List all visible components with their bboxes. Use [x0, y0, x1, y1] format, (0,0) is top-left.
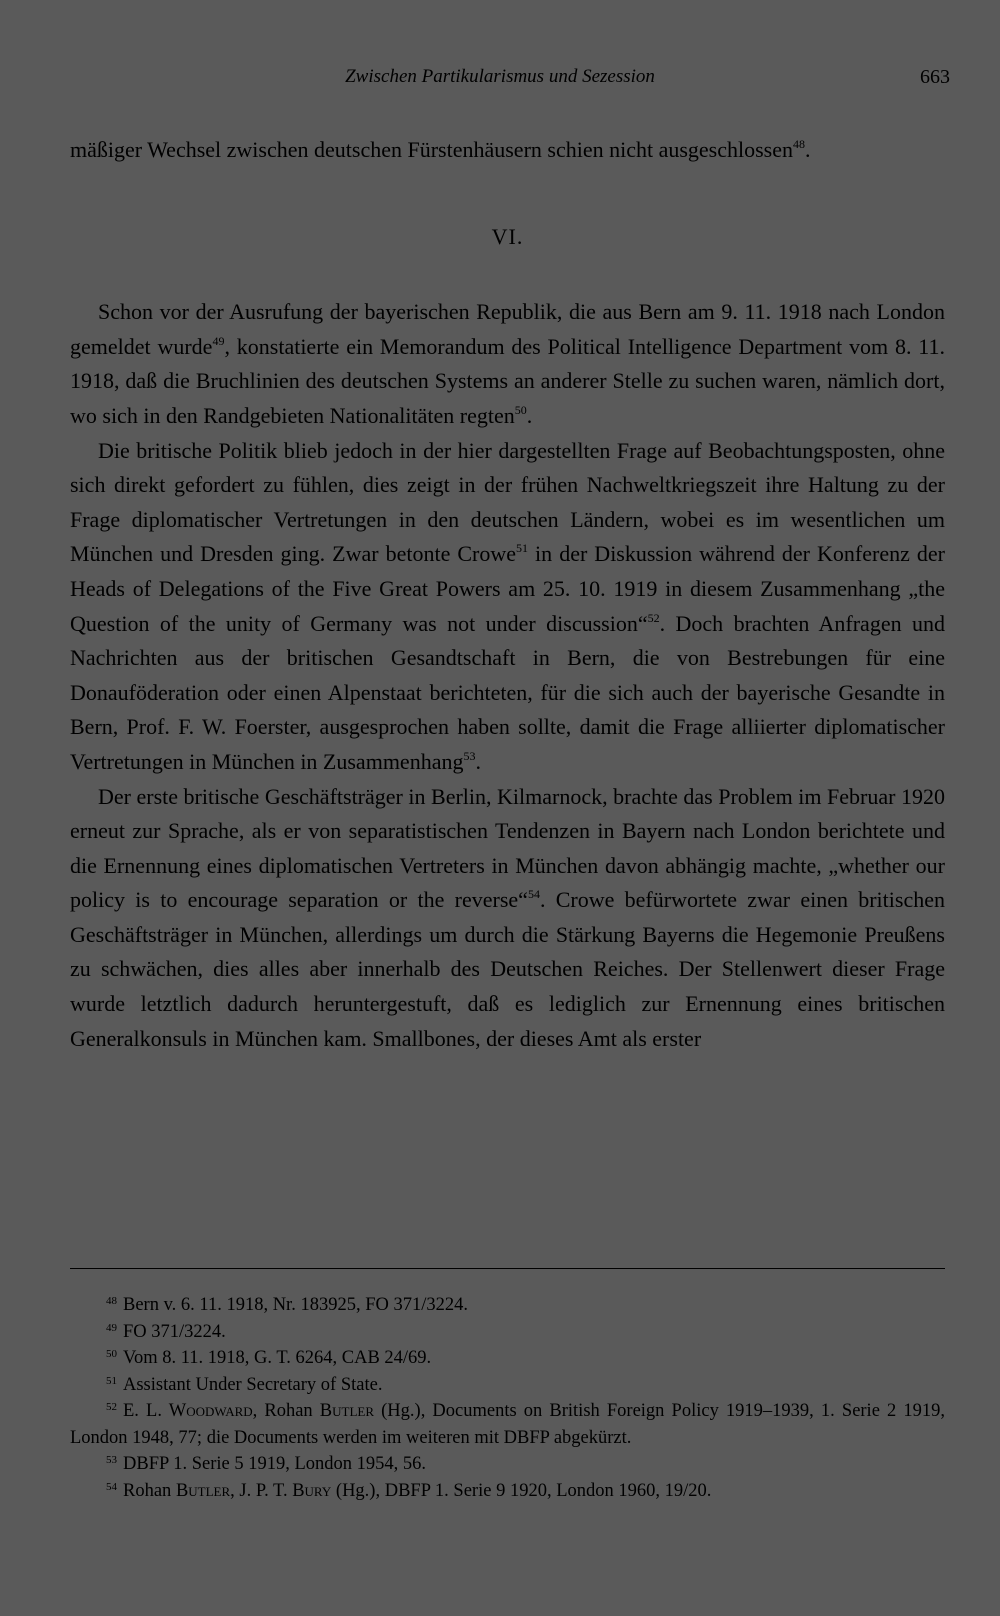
paragraph-text: Der erste britische Geschäftsträger in Berlin, Kilmarnock, brachte das Problem im Februar 1920 erneut zur Sprache, als er von separatistischen Tendenzen in Bayern nach London berichtete und die Ernennung eines diplomatischen Vertreters in München davon abhängig machte, „whether our policy is to encourage separation or the reverse“	[70, 783, 945, 913]
paragraph-text: . Doch brachten Anfragen und Nachrichten aus der britischen Gesandtschaft in Bern, die von Bestrebungen für eine Donauföderation oder einen Alpenstaat berichteten, für die sich auch der bayerische Gesandte in Bern, Prof. F. W. Foerster, ausgesprochen haben sollte, damit die Frage alliierter diplomatischer Vertretungen in München in Zusammenhang	[70, 610, 945, 774]
footnote-text: (Hg.), DBFP 1. Serie 9 1920, London 1960, 19/20.	[331, 1480, 712, 1501]
paragraph	[70, 434, 945, 780]
footnote-text: DBFP 1. Serie 5 1919, London 1954, 56.	[123, 1454, 427, 1474]
footnote: 51 Assistant Under Secretary of State.	[106, 1374, 383, 1395]
paragraph	[70, 780, 945, 1057]
footnote-ref: 53	[463, 748, 476, 763]
footnote: 50 Vom 8. 11. 1918, G. T. 6264, CAB 24/69.	[106, 1348, 432, 1368]
paragraph-text: mäßiger Wechsel zwischen deutschen Fürstenhäusern schien nicht ausgeschlossen	[70, 137, 794, 162]
footnote-ref: 50	[514, 402, 527, 417]
section-heading: VI.	[491, 223, 524, 249]
footnote-rule	[70, 1268, 945, 1269]
footnote-text: (Hg.), Documents on British Foreign Policy 1919–1939, 1. Serie 2 1919, London 1948, 77; die Documents werden im weiteren mit DBFP abgekürzt.	[70, 1401, 946, 1448]
paragraph-end: .	[475, 748, 481, 774]
footnote: 49 FO 371/3224.	[106, 1321, 226, 1342]
footnote-separator: , J. P. T.	[230, 1480, 293, 1501]
paragraph-text: Die britische Politik blieb jedoch in der hier dargestellten Frage auf Beobachtungsposten, ohne sich direkt gefordert zu fühlen, dies zeigt in der frühen Nachweltkriegszeit ihre Haltung zu der Frage diplomatischer Vertretungen in den deutschen Ländern, wobei es im wesentlichen um München und Dresden ging. Zwar betonte Crowe	[70, 437, 945, 567]
footnote: 54 Rohan Butler, J. P. T. Bury (Hg.), DBFP 1. Serie 9 1920, London 1960, 19/20.	[106, 1480, 712, 1501]
paragraph-continued	[70, 133, 945, 168]
footnote-author: Butler	[175, 1480, 231, 1501]
running-title: Zwischen Partikularismus und Sezession	[345, 66, 655, 87]
footnote-text: Assistant Under Secretary of State.	[123, 1374, 383, 1395]
footnote-author: E. L. Woodward	[123, 1401, 253, 1421]
paragraph-end: .	[526, 402, 533, 428]
footnote-ref: 49	[212, 333, 225, 348]
footnote-prefix: Rohan	[123, 1480, 176, 1501]
page-number: 663	[920, 66, 950, 88]
paragraph-text: , konstatierte ein Memorandum des Political Intelligence Department vom 8. 11. 1918, daß die Bruchlinien des deutschen Systems an anderer Stelle zu suchen waren, nämlich dort, wo sich in den Randgebieten Nationalitäten regten	[70, 333, 945, 428]
footnote-author: Butler	[319, 1401, 375, 1421]
footnote-author: Bury	[292, 1480, 332, 1501]
paragraph-text: Schon vor der Ausrufung der bayerischen Republik, die aus Bern am 9. 11. 1918 nach London gemeldet wurde	[70, 299, 945, 359]
footnote-text: Bern v. 6. 11. 1918, Nr. 183925, FO 371/3224.	[123, 1295, 468, 1315]
footnote: 52 E. L. Woodward, Rohan Butler (Hg.), Documents on British Foreign Policy 1919–1939, 1. Serie 2 1919, London 1948, 77; die Documents werden im weiteren mit DBFP abgekürzt.	[70, 1401, 946, 1448]
footnote: 53 DBFP 1. Serie 5 1919, London 1954, 56.	[106, 1454, 427, 1474]
footnote-text: Vom 8. 11. 1918, G. T. 6264, CAB 24/69.	[123, 1348, 432, 1368]
running-head	[0, 66, 1000, 96]
footnote: 48 Bern v. 6. 11. 1918, Nr. 183925, FO 371/3224.	[106, 1295, 468, 1315]
body-text	[70, 133, 945, 1056]
footnote-text: FO 371/3224.	[123, 1321, 226, 1342]
footnote-ref: 52	[647, 610, 660, 625]
footnote-ref: 48	[793, 137, 806, 151]
paragraph-end: .	[805, 137, 811, 162]
footnote-ref: 51	[516, 541, 529, 556]
footnote-separator: , Rohan	[252, 1401, 320, 1421]
footnotes	[70, 1292, 945, 1504]
footnote-ref: 54	[527, 887, 540, 902]
paragraph-text: . Crowe befürwortete zwar einen britischen Geschäftsträger in München, allerdings um durch die Stärkung Bayerns die Hegemonie Preußens zu schwächen, dies alles aber innerhalb des Deutschen Reiches. Der Stellenwert dieser Frage wurde letztlich dadurch heruntergestuft, daß es lediglich zur Ernennung eines britischen Generalkonsuls in München kam. Smallbones, der dieses Amt als erster	[70, 887, 945, 1051]
paragraph	[70, 295, 945, 433]
paragraph-text: in der Diskussion während der Konferenz der Heads of Delegations of the Five Great Powers am 25. 10. 1919 in diesem Zusammenhang „the Question of the unity of Germany was not under discussion“	[70, 541, 945, 636]
